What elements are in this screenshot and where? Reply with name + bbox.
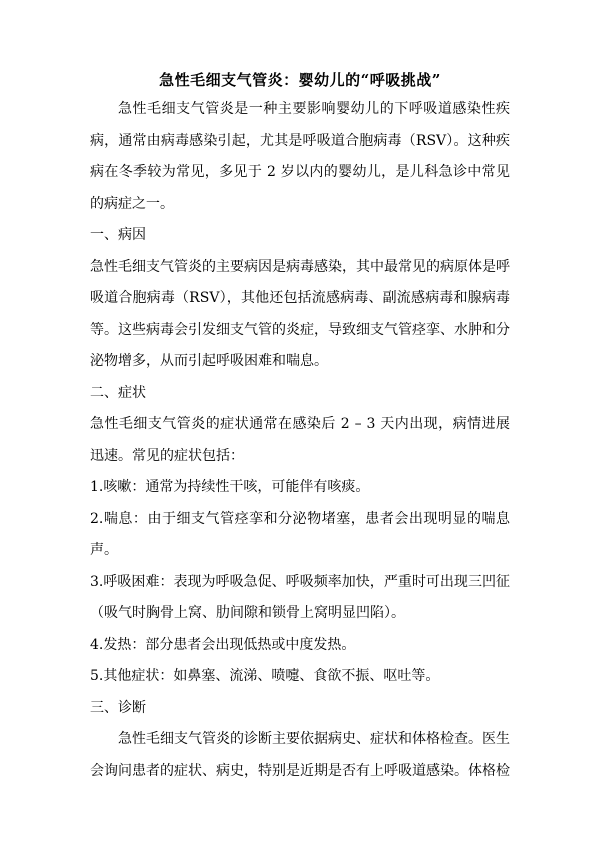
intro-paragraph: 急性毛细支气管炎是一种主要影响婴幼儿的下呼吸道感染性疾病，通常由病毒感染引起，尤其是呼吸道合胞病毒（RSV）。这种疾病在冬季较为常见，多见于 2 岁以内的婴幼儿，是儿科急诊中常见的病症之一。 bbox=[90, 101, 510, 212]
section-heading-cause: 一、病因 bbox=[90, 227, 146, 243]
diagnosis-paragraph: 急性毛细支气管炎的诊断主要依据病史、症状和体格检查。医生会询问患者的症状、病史，特别是近期是否有上呼吸道感染。体格检 bbox=[90, 731, 510, 779]
symptom-item-dyspnea: 3.呼吸困难：表现为呼吸急促、呼吸频率加快，严重时可出现三凹征（吸气时胸骨上窝、肋间隙和锁骨上窝明显凹陷）。 bbox=[90, 573, 510, 621]
symptom-item-wheeze: 2.喘息：由于细支气管痉挛和分泌物堵塞，患者会出现明显的喘息声。 bbox=[90, 510, 510, 558]
symptom-item-other: 5.其他症状：如鼻塞、流涕、喷嚏、食欲不振、呕吐等。 bbox=[90, 668, 440, 684]
symptoms-paragraph: 急性毛细支气管炎的症状通常在感染后 2 – 3 天内出现，病情进展迅速。常见的症状包括： bbox=[90, 416, 510, 464]
cause-paragraph: 急性毛细支气管炎的主要病因是病毒感染，其中最常见的病原体是呼吸道合胞病毒（RSV），其他还包括流感病毒、副流感病毒和腺病毒等。这些病毒会引发细支气管的炎症，导致细支气管痉挛、水肿和分泌物增多，从而引起呼吸困难和喘息。 bbox=[90, 258, 510, 369]
symptom-item-fever: 4.发热：部分患者会出现低热或中度发热。 bbox=[90, 636, 356, 653]
section-heading-symptoms: 二、症状 bbox=[90, 384, 146, 401]
symptom-item-cough: 1.咳嗽：通常为持续性干咳，可能伴有咳痰。 bbox=[90, 479, 370, 495]
document-title: 急性毛细支气管炎：婴幼儿的“呼吸挑战” bbox=[159, 71, 441, 89]
section-heading-diagnosis: 三、诊断 bbox=[90, 699, 146, 716]
document-page bbox=[90, 70, 510, 787]
